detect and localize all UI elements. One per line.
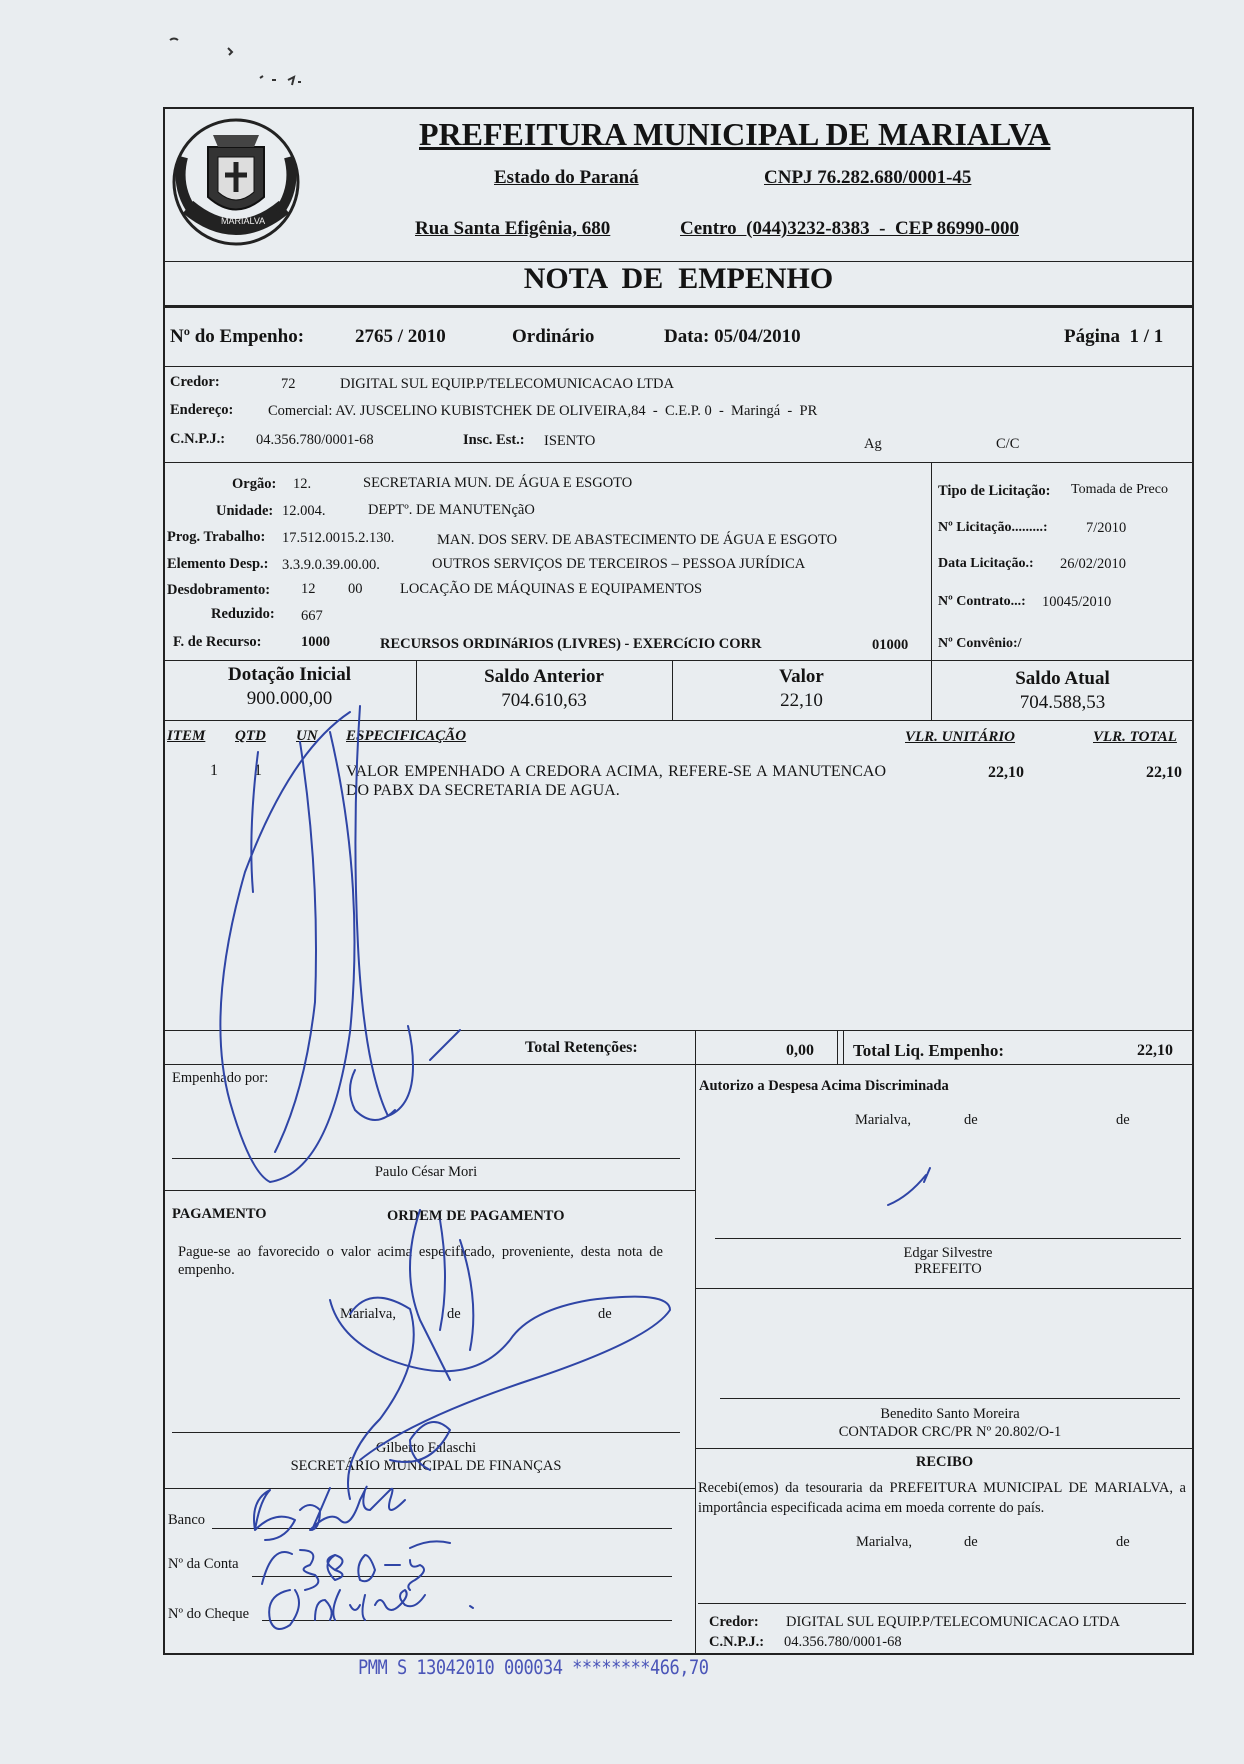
item-description: VALOR EMPENHADO A CREDORA ACIMA, REFERE-SE A MANUTENCAO DO PABX DA SECRETARIA DE AGUA. [346, 763, 886, 799]
prefeitura-cnpj: CNPJ 76.282.680/0001-45 [764, 167, 972, 188]
prefeito-name: Edgar Silvestre [903, 1245, 993, 1261]
divider [843, 1030, 844, 1064]
recurso-code: 1000 [301, 634, 330, 650]
conta-label: Nº da Conta [168, 1556, 239, 1572]
divider [163, 1190, 695, 1191]
unidade-name: DEPTº. DE MANUTENçãO [368, 502, 535, 518]
orgao-code: 12. [293, 476, 312, 492]
recibo-cnpj-label: C.N.P.J.: [709, 1634, 765, 1650]
pagamento-city: Marialva, [340, 1306, 396, 1322]
desdobramento-label: Desdobramento: [167, 582, 271, 598]
orgao-name: SECRETARIA MUN. DE ÁGUA E ESGOTO [363, 475, 633, 491]
convenio-label: Nº Convênio:/ [938, 636, 1022, 651]
item-number: 1 [210, 762, 218, 779]
divider [837, 1030, 838, 1064]
prefeitura-contact: Centro (044)3232-8383 - CEP 86990-000 [680, 218, 1019, 239]
autorizo-de-1: de [964, 1112, 978, 1128]
empenhado-por-name: Paulo César Mori [374, 1164, 478, 1180]
elemento-label: Elemento Desp.: [167, 556, 269, 572]
reduzido-label: Reduzido: [211, 606, 275, 622]
recibo-credor-label: Credor: [709, 1614, 759, 1630]
prefeitura-title: PREFEITURA MUNICIPAL DE MARIALVA [419, 116, 1051, 152]
document-title: NOTA DE EMPENHO [523, 262, 834, 295]
prog-label: Prog. Trabalho: [167, 529, 266, 545]
secretario-name: Gilberto Falaschi [375, 1440, 477, 1456]
svg-text:MARIALVA: MARIALVA [221, 216, 266, 226]
orgao-label: Orgão: [232, 476, 277, 492]
data-licitacao-label: Data Licitação.: [938, 556, 1034, 571]
tipo-licitacao-label: Tipo de Licitação: [938, 483, 1051, 499]
saldo-atual-value: 704.588,53 [1019, 692, 1106, 713]
dotacao-inicial-value: 900.000,00 [246, 688, 333, 709]
divider [163, 462, 1194, 463]
recibo-de-2: de [1116, 1534, 1130, 1550]
ordem-pagamento-title: ORDEM DE PAGAMENTO [387, 1208, 565, 1224]
tipo-licitacao: Tomada de Preco [1071, 482, 1168, 497]
empenho-date: Data: 05/04/2010 [664, 326, 801, 347]
valor-value: 22,10 [780, 690, 823, 711]
recurso-name: RECURSOS ORDINáRIOS (LIVRES) - EXERCíCIO CORR [380, 636, 762, 652]
credor-cnpj: 04.356.780/0001-68 [256, 432, 374, 448]
recibo-de-1: de [964, 1534, 978, 1550]
recibo-title: RECIBO [915, 1454, 974, 1470]
unidade-label: Unidade: [216, 503, 274, 519]
col-vlr-total: VLR. TOTAL [1093, 729, 1177, 745]
divider [695, 1288, 1194, 1289]
prog-code: 17.512.0015.2.130. [282, 530, 395, 546]
divider [163, 660, 1194, 661]
signature-line [172, 1158, 680, 1159]
unidade-code: 12.004. [282, 503, 326, 519]
divider [163, 720, 1194, 721]
saldo-anterior-label: Saldo Anterior [484, 666, 604, 687]
empenho-type: Ordinário [512, 326, 595, 347]
recurso-code-2: 01000 [872, 637, 909, 653]
divider [695, 1064, 696, 1654]
prefeito-role: PREFEITO [914, 1261, 982, 1277]
signature-line [715, 1238, 1181, 1239]
col-especificacao: ESPECIFICAÇÃO [346, 728, 467, 744]
divider [931, 462, 932, 662]
signature-line [172, 1432, 680, 1433]
cheque-label: Nº do Cheque [168, 1606, 250, 1622]
num-licitacao: 7/2010 [1086, 520, 1127, 536]
credor-address: Comercial: AV. JUSCELINO KUBISTCHEK DE OLIVEIRA,84 - C.E.P. 0 - Maringá - PR [268, 403, 818, 419]
divider [163, 305, 1194, 308]
pagamento-text: Pague-se ao favorecido o valor acima especificado, proveniente, desta nota de empenho. [178, 1244, 663, 1278]
total-liq-label: Total Liq. Empenho: [853, 1041, 1004, 1060]
num-licitacao-label: Nº Licitação.........: [938, 520, 1048, 535]
signature-line [720, 1398, 1180, 1399]
secretario-role: SECRETÁRIO MUNICIPAL DE FINANÇAS [290, 1458, 562, 1474]
elemento-code: 3.3.9.0.39.00.00. [282, 557, 380, 573]
recurso-label: F. de Recurso: [173, 634, 262, 650]
insc-value: ISENTO [544, 433, 596, 449]
divider [163, 1488, 695, 1489]
item-unit-price: 22,10 [988, 764, 1024, 781]
banco-line [212, 1528, 672, 1529]
data-licitacao: 26/02/2010 [1060, 556, 1127, 572]
total-retencoes-value: 0,00 [786, 1042, 814, 1059]
pagamento-title: PAGAMENTO [172, 1206, 267, 1222]
cc-label: C/C [996, 436, 1020, 452]
divider [698, 1603, 1186, 1604]
saldo-atual-label: Saldo Atual [1015, 668, 1110, 689]
item-qtd: 1 [254, 762, 262, 779]
autorizo-text: Autorizo a Despesa Acima Discriminada [699, 1078, 949, 1094]
desdobramento-name: LOCAÇÃO DE MÁQUINAS E EQUIPAMENTOS [400, 581, 703, 597]
contador-name: Benedito Santo Moreira [880, 1406, 1020, 1422]
address-label: Endereço: [170, 402, 234, 418]
autorizo-de-2: de [1116, 1112, 1130, 1128]
col-vlr-unitario: VLR. UNITÁRIO [905, 729, 1016, 745]
contrato-label: Nº Contrato...: [938, 594, 1026, 609]
cheque-line [262, 1620, 672, 1621]
col-qtd: QTD [235, 728, 266, 744]
divider [163, 1030, 1194, 1031]
contador-role: CONTADOR CRC/PR Nº 20.802/O-1 [838, 1424, 1062, 1440]
prog-name: MAN. DOS SERV. DE ABASTECIMENTO DE ÁGUA E ESGOTO [437, 532, 838, 548]
autorizo-city: Marialva, [855, 1112, 911, 1128]
contrato-number: 10045/2010 [1042, 594, 1112, 610]
valor-label: Valor [779, 666, 824, 687]
dotacao-inicial-label: Dotação Inicial [228, 664, 351, 685]
processing-stamp: PMM S 13042010 000034 ********466,70 [358, 1656, 709, 1680]
banco-label: Banco [168, 1512, 206, 1528]
divider [695, 1448, 1194, 1449]
recibo-city: Marialva, [856, 1534, 912, 1550]
empenhado-por-label: Empenhado por: [172, 1070, 269, 1086]
scan-speckle [160, 30, 360, 90]
reduzido-code: 667 [301, 608, 323, 624]
recibo-text: Recebi(emos) da tesouraria da PREFEITURA MUNICIPAL DE MARIALVA, a importância especificada acima em moeda corrente do país. [698, 1480, 1186, 1516]
credor-name: DIGITAL SUL EQUIP.P/TELECOMUNICACAO LTDA [340, 376, 674, 392]
desdobramento-code-2: 00 [348, 581, 363, 597]
divider [695, 1030, 696, 1064]
total-liq-value: 22,10 [1137, 1042, 1173, 1059]
pagamento-de-2: de [598, 1306, 612, 1322]
conta-line [252, 1576, 672, 1577]
divider [163, 366, 1194, 367]
ag-label: Ag [864, 436, 882, 452]
credor-code: 72 [281, 376, 296, 392]
saldo-anterior-value: 704.610,63 [501, 690, 587, 711]
recibo-credor-name: DIGITAL SUL EQUIP.P/TELECOMUNICACAO LTDA [786, 1614, 1120, 1630]
col-un: UN [296, 728, 318, 744]
elemento-name: OUTROS SERVIÇOS DE TERCEIROS – PESSOA JURÍDICA [432, 556, 806, 572]
insc-label: Insc. Est.: [463, 432, 525, 448]
pagamento-de-1: de [447, 1306, 461, 1322]
empenho-number: 2765 / 2010 [355, 326, 446, 347]
total-retencoes-label: Total Retenções: [525, 1039, 638, 1056]
municipal-coat-of-arms [163, 107, 313, 262]
recibo-cnpj: 04.356.780/0001-68 [784, 1634, 902, 1650]
desdobramento-code: 12 [301, 581, 316, 597]
empenho-number-label: Nº do Empenho: [170, 326, 305, 347]
col-item: ITEM [167, 728, 206, 744]
credor-label: Credor: [170, 374, 220, 390]
page-number: Página 1 / 1 [1064, 326, 1164, 347]
cnpj-label: C.N.P.J.: [170, 431, 226, 447]
divider [163, 1064, 1194, 1065]
item-total: 22,10 [1146, 764, 1182, 781]
state-name: Estado do Paraná [494, 167, 639, 188]
prefeitura-address: Rua Santa Efigênia, 680 [415, 218, 611, 239]
